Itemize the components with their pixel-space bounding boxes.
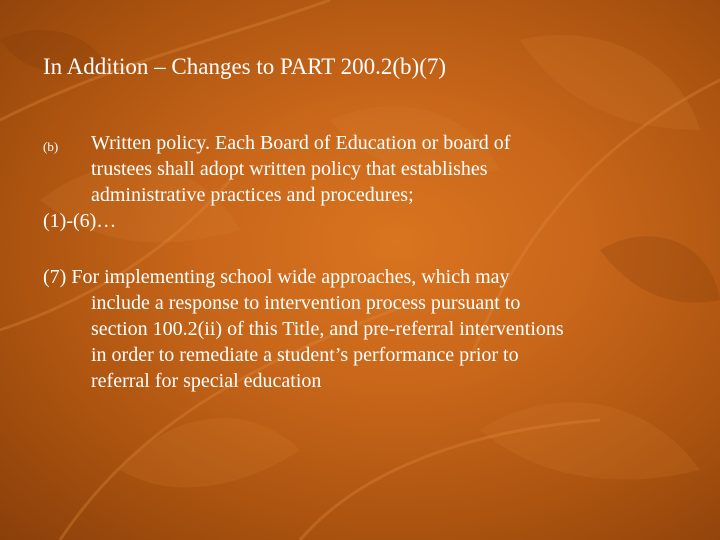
section-7-line: referral for special education xyxy=(91,370,322,392)
section-b-marker: (b) xyxy=(43,139,59,154)
section-b-paragraph xyxy=(43,130,683,208)
section-7-line: section 100.2(ii) of this Title, and pre-referral interventions xyxy=(91,318,564,340)
section-b-line: administrative practices and procedures; xyxy=(91,184,414,206)
range-text: (1)-(6)… xyxy=(43,210,117,232)
slide-body xyxy=(43,130,683,394)
section-b-line: Written policy. Each Board of Education or board of xyxy=(91,132,511,154)
section-7-line: in order to remediate a student’s performance prior to xyxy=(91,344,519,366)
section-7-line: include a response to intervention process pursuant to xyxy=(91,292,521,314)
section-7-line: (7) For implementing school wide approaches, which may xyxy=(43,266,510,288)
section-b-line: trustees shall adopt written policy that establishes xyxy=(91,158,488,180)
slide-title: In Addition – Changes to PART 200.2(b)(7) xyxy=(43,54,447,79)
section-7-paragraph xyxy=(43,264,683,394)
